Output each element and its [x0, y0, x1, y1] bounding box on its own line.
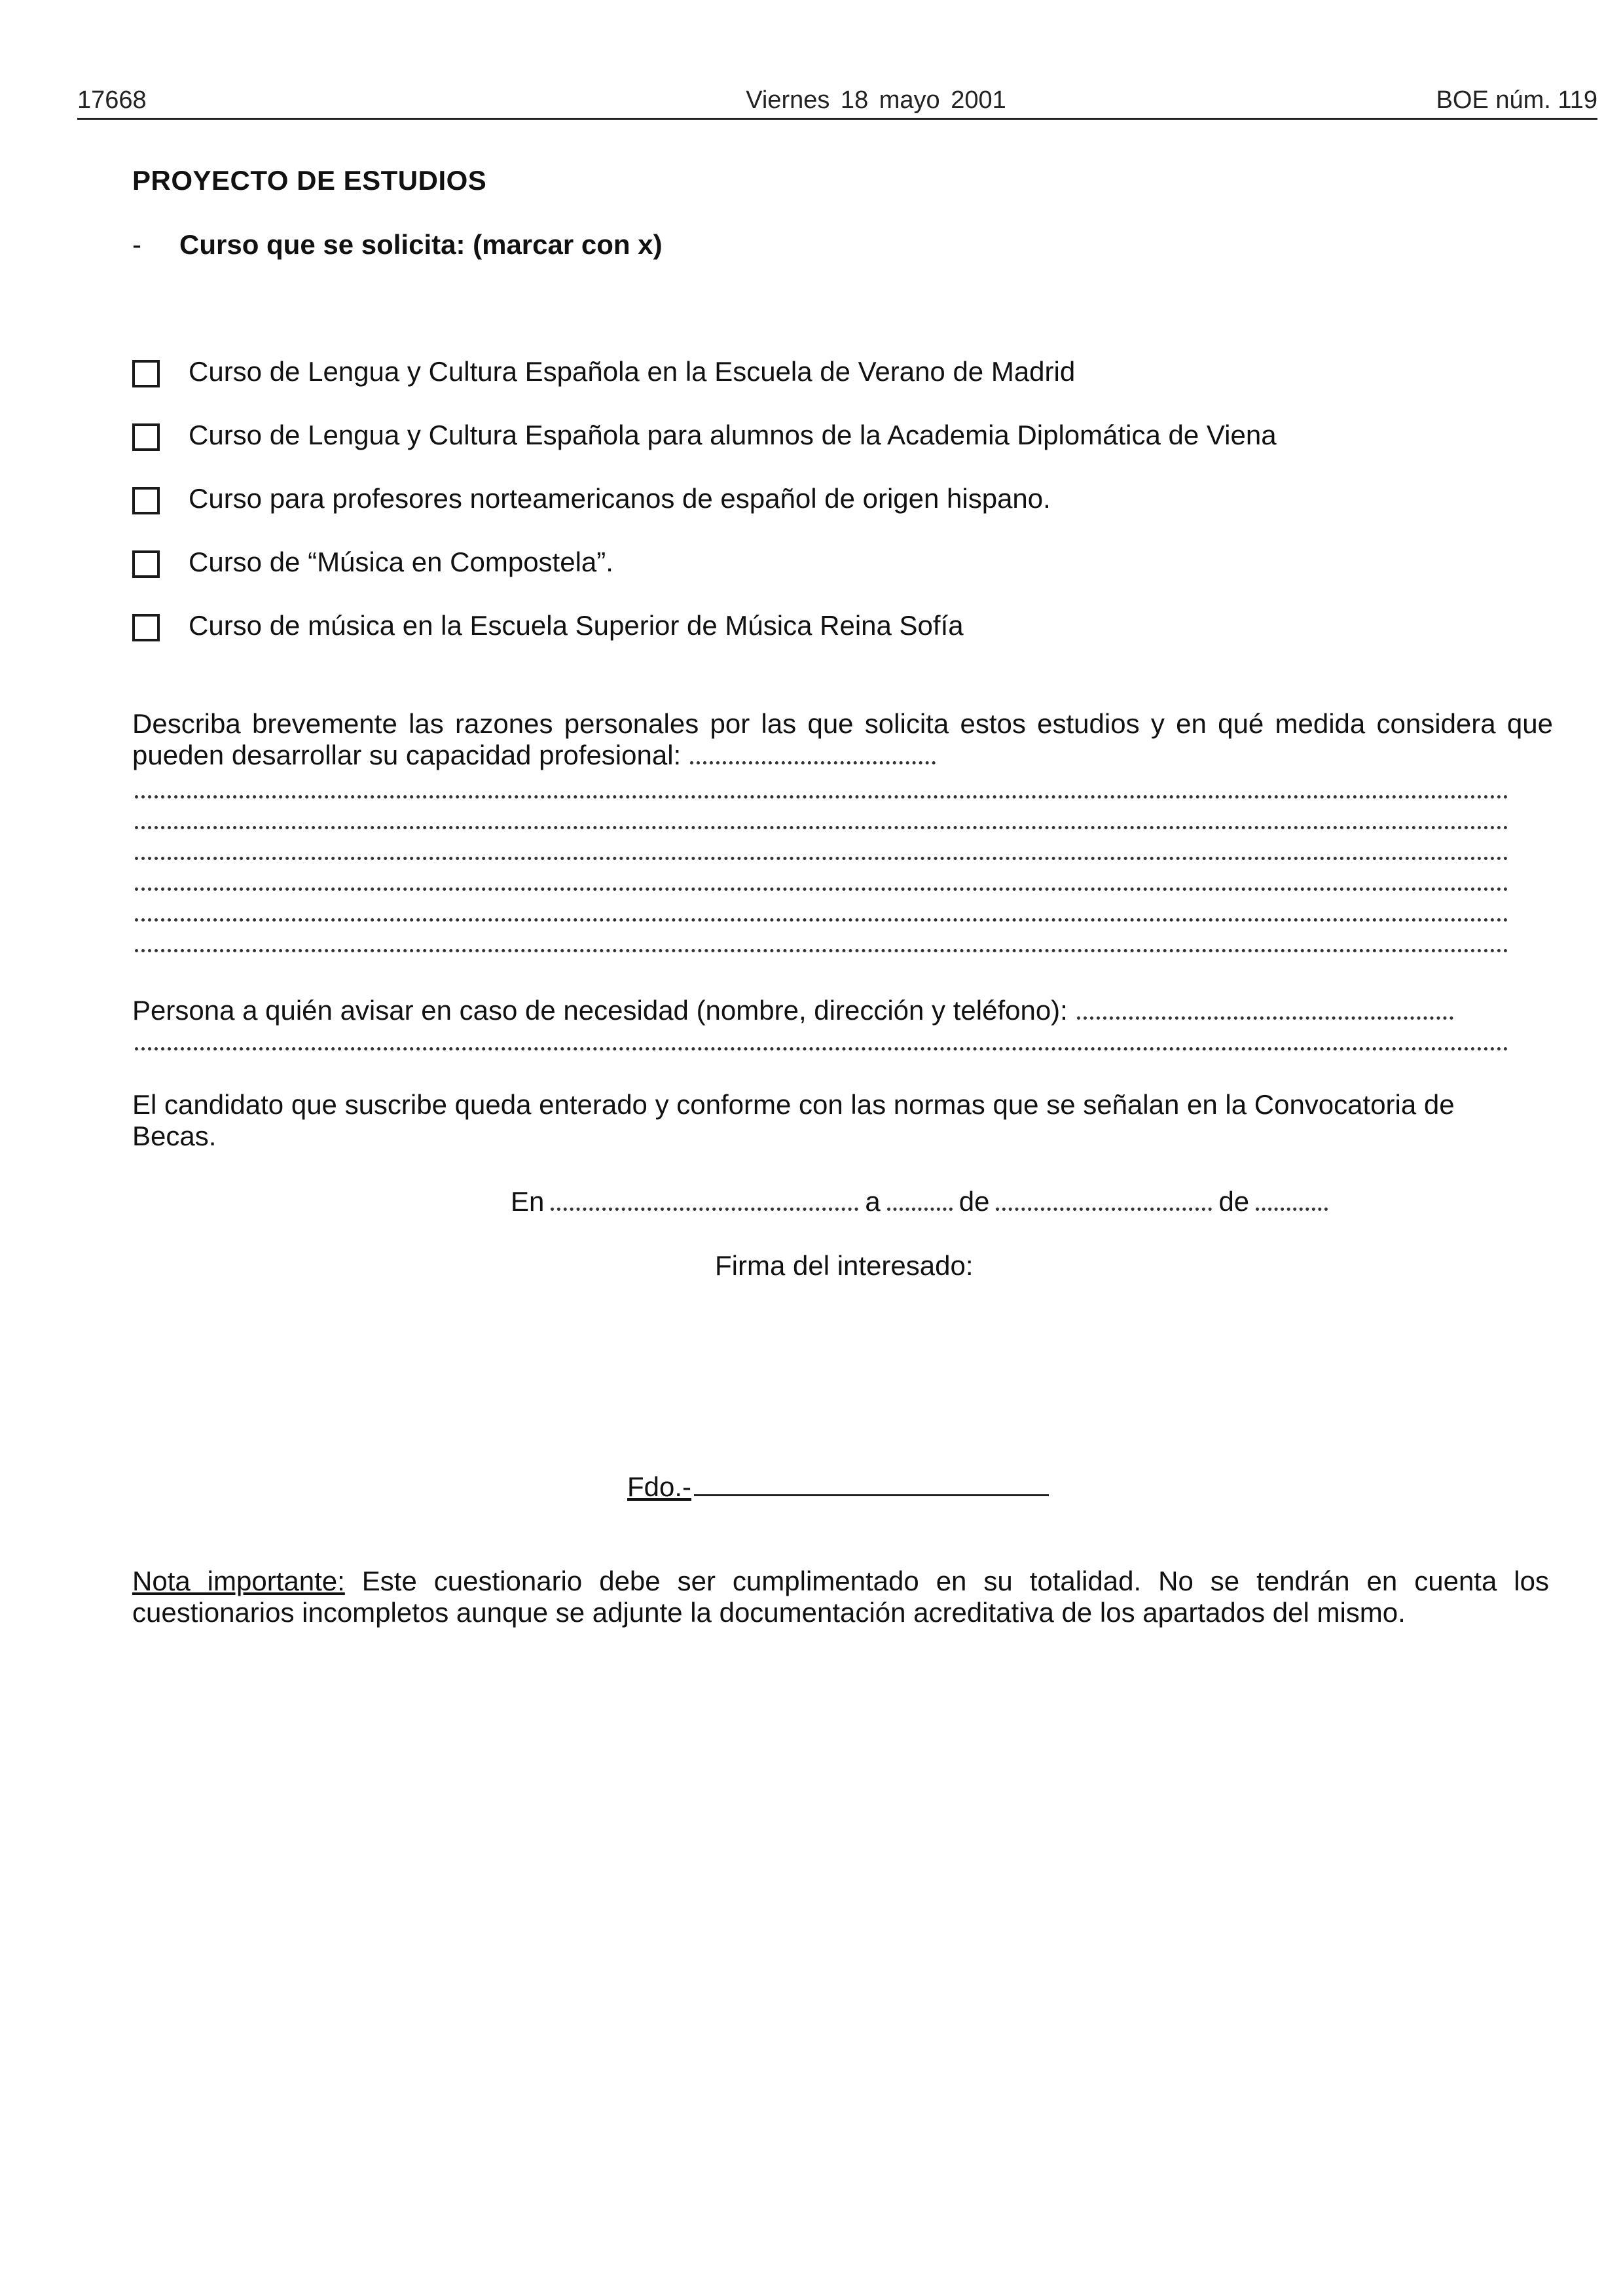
course-option-label: Curso para profesores norteamericanos de español de origen hispano. — [189, 483, 1051, 514]
course-option-label: Curso de Lengua y Cultura Española para alumnos de la Academia Diplomática de Viena — [189, 420, 1277, 450]
course-option-label: Curso de música en la Escuela Superior de Música Reina Sofía — [189, 610, 964, 641]
course-option-profesores[interactable] — [132, 483, 1507, 547]
checkbox-madrid[interactable] — [132, 360, 160, 387]
course-option-compostela[interactable] — [132, 547, 1507, 610]
year-label: de — [1218, 1186, 1250, 1217]
agreement-text: El candidato que suscribe queda enterado y conforme con las normas que se señalan en la Convocatoria de Becas. — [132, 1089, 1455, 1151]
contact-prompt-text: Persona a quién avisar en caso de necesidad (nombre, dirección y teléfono): — [132, 995, 1068, 1026]
month-field[interactable] — [996, 1208, 1212, 1211]
course-option-label: Curso de Lengua y Cultura Española en la Escuela de Verano de Madrid — [189, 356, 1076, 387]
important-note — [132, 1566, 1549, 1628]
place-field[interactable] — [551, 1208, 858, 1211]
reason-answer-line[interactable] — [135, 857, 1508, 860]
reason-answer-line[interactable] — [135, 918, 1508, 922]
reason-answer-line[interactable] — [135, 949, 1508, 952]
day-label: a — [865, 1186, 881, 1217]
place-date-line — [511, 1186, 1334, 1217]
emergency-contact-prompt — [132, 995, 1514, 1026]
fdo-label: Fdo.- — [627, 1471, 692, 1502]
signed-by-line — [627, 1471, 1049, 1503]
checkbox-compostela[interactable] — [132, 550, 160, 578]
checkbox-viena[interactable] — [132, 423, 160, 451]
place-label: En — [511, 1186, 545, 1217]
signature-label: Firma del interesado: — [715, 1250, 974, 1281]
publication-date: Viernes 18 mayo 2001 — [746, 86, 1006, 114]
contact-inline-field[interactable] — [1077, 1016, 1453, 1020]
subtitle-dash: - — [132, 229, 141, 260]
month-label: de — [958, 1186, 990, 1217]
course-option-label: Curso de “Música en Compostela”. — [189, 547, 613, 577]
checkbox-profesores[interactable] — [132, 487, 160, 514]
reason-prompt-text: Describa brevemente las razones personales por las que solicita estos estudios y en qué medida considera que pueden desarrollar su capacidad profesional: — [132, 708, 1553, 770]
year-field[interactable] — [1256, 1208, 1328, 1211]
course-option-madrid[interactable] — [132, 356, 1507, 420]
course-option-viena[interactable] — [132, 420, 1507, 483]
reason-prompt — [132, 708, 1553, 771]
subtitle-text: Curso que se solicita: (marcar con x) — [179, 229, 663, 260]
page-title: PROYECTO DE ESTUDIOS — [132, 165, 487, 196]
note-text: Este cuestionario debe ser cumplimentado en su totalidad. No se tendrán en cuenta los cuestionarios incompletos aunque se adjunte la documentación acreditativa de los apartados del mismo. — [132, 1566, 1549, 1628]
reason-answer-line[interactable] — [135, 795, 1508, 798]
course-option-reina-sofia[interactable] — [132, 610, 1507, 673]
checkbox-reina-sofia[interactable] — [132, 614, 160, 641]
signature-field[interactable] — [694, 1494, 1049, 1496]
day-field[interactable] — [887, 1208, 953, 1211]
reason-inline-field[interactable] — [690, 761, 936, 764]
page-number: 17668 — [77, 86, 147, 114]
page-header — [77, 84, 1597, 120]
contact-answer-line[interactable] — [135, 1047, 1508, 1050]
reason-answer-line[interactable] — [135, 826, 1508, 829]
course-options — [132, 356, 1507, 673]
reason-answer-line[interactable] — [135, 888, 1508, 891]
issue-number: BOE núm. 119 — [1436, 86, 1597, 114]
section-subtitle — [132, 229, 663, 260]
note-label: Nota importante: — [132, 1566, 345, 1596]
